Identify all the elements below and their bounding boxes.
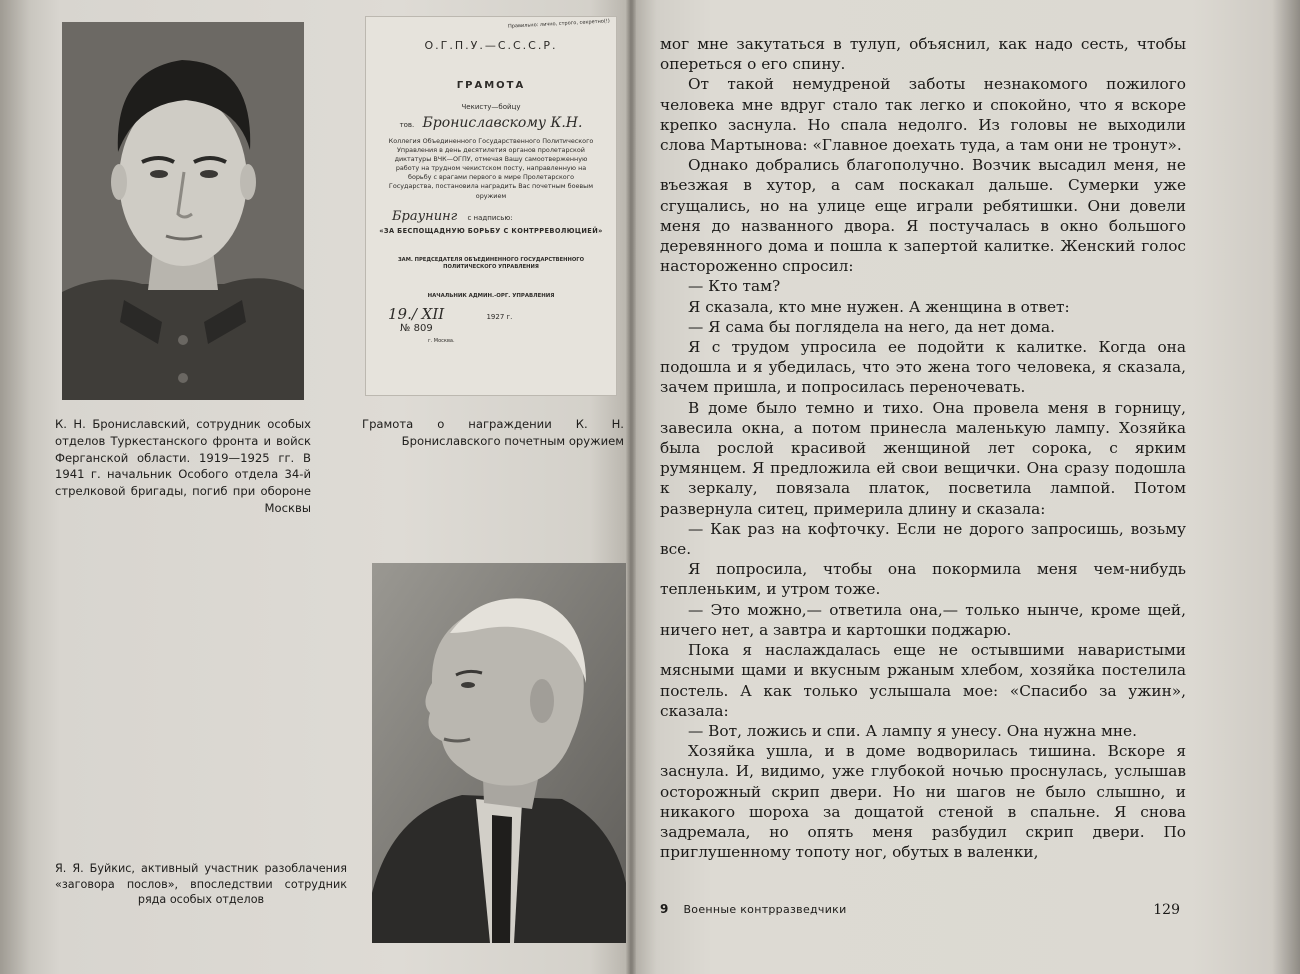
caption-certificate: Грамота о награждении К. Н. Брониславского почетным оружием — [362, 417, 624, 448]
certificate-title: ГРАМОТА — [456, 80, 526, 91]
paragraph: Я с трудом упросила ее подойти к калитке. Когда она подошла и я убедилась, что это жена того человека, я сказала, зачем пришла, и попросилась переночевать. — [660, 338, 1186, 397]
certificate-recipient-handwritten: Брониславскому К.Н. — [422, 115, 583, 131]
paragraph: Я сказала, кто мне нужен. А женщина в ответ: — [688, 297, 1070, 316]
paragraph: От такой немудреной заботы незнакомого пожилого человека мне вдруг стало так легко и спокойно, что я вскоре крепко заснула. Но спала недолго. Из головы не выходили слова Мартынова: «Главное доехать туда, а там они не тронут». — [660, 75, 1186, 155]
certificate-weapon-handwritten: Браунинг — [392, 208, 458, 224]
certificate-corner-note: Правильно: лично, строго, секретно(!) — [508, 18, 611, 30]
paragraph: — Это можно,— ответила она,— только нынче, кроме щей, ничего нет, а завтра и картошки поджарю. — [660, 600, 1186, 639]
certificate-tov-label: тов. — [399, 121, 415, 129]
paragraph: Я попросила, чтобы она покормила меня чем-нибудь тепленьким, и утром тоже. — [660, 560, 1186, 599]
certificate-chairman: ЗАМ. ПРЕДСЕДАТЕЛЯ ОБЪЕДИНЕННОГО ГОСУДАРСТВЕННОГО ПОЛИТИЧЕСКОГО УПРАВЛЕНИЯ — [398, 256, 584, 270]
certificate-year: 1927 г. — [486, 313, 513, 322]
portrait-bronislavsky-image — [62, 22, 304, 400]
certificate-number — [400, 323, 616, 334]
left-page — [0, 0, 632, 974]
body-text — [660, 34, 1186, 862]
certificate-date-handwritten: 19./ XII — [388, 305, 445, 324]
certificate-recipient — [366, 115, 616, 131]
paragraph: — Я сама бы поглядела на него, да нет дома. — [688, 317, 1056, 336]
page-number: 129 — [1153, 902, 1180, 918]
paragraph: — Вот, ложись и спи. А лампу я унесу. Она нужна мне. — [688, 721, 1137, 740]
paragraph: — Кто там? — [688, 277, 781, 296]
caption-bronislavsky: К. Н. Брониславский, сотрудник особых отделов Туркестанского фронта и войск Ферганской области. 1919—1925 гг. В 1941 г. начальник Особого отдела 34-й стрелковой бригады, погиб при обороне Москвы — [55, 417, 311, 515]
certificate-addressee: Чекисту—бойцу — [461, 103, 521, 111]
certificate-number-value: 809 — [413, 323, 433, 335]
portrait-buikis-image — [372, 563, 626, 943]
paragraph: В доме было темно и тихо. Она провела меня в горницу, завесила окна, а потом принесла маленькую лампу. Хозяйка была рослой красивой женщиной лет сорока, с ярким румянцем. Я предложила ей свои вещички. Она сразу подошла к зеркалу, повязала платок, посветила лампой. Потом развернула ситец, примерила длину и сказала: — [660, 398, 1186, 518]
portrait-buikis — [372, 563, 626, 943]
portrait-bronislavsky — [62, 22, 304, 400]
caption-buikis: Я. Я. Буйкис, активный участник разоблачения «заговора послов», впоследствии сотрудник ряда особых отделов — [55, 862, 347, 907]
book-title: Военные контрразведчики — [683, 903, 847, 916]
paragraph: Однако добрались благополучно. Возчик высадил меня, не въезжая в хутор, а сам поскакал дальше. Сумерки уже сгущались, но на улице еще играли ребятишки. Они довели меня до названного двора. Я постучалась в окно большого деревянного дома и пошла к запертой калитке. Женский голос настороженно спросил: — [660, 156, 1186, 276]
signature-mark: 9 — [660, 902, 669, 916]
certificate-body: Коллегия Объединенного Государственного Политического Управления в день десятилетия органов пролетарской диктатуры ВЧК—ОГПУ, отмечая Вашу самоотверженную работу на трудном чекистском посту, направленную на борьбу с врагами первого в мире Пролетарского Государства, постановила наградить Вас почетным боевым оружием — [388, 137, 594, 200]
page-footer — [660, 898, 1186, 917]
certificate-number-label: № — [400, 323, 411, 335]
certificate-city: г. Москва. — [428, 338, 455, 345]
certificate-date — [388, 305, 616, 323]
paragraph: — Как раз на кофточку. Если не дорого запросишь, возьму все. — [660, 519, 1186, 559]
paragraph: Хозяйка ушла, и в доме водворилась тишина. Вскоре я заснула. И, видимо, уже глубокой ночью проснулась, услышав осторожный скрип двери. Но ни шагов не было слышно, и никакого шороха за дощатой стеной в спальне. Я снова задремала, но опять меня разбудил скрип двери. По приглушенному топоту ног, обутых в валенки, — [660, 742, 1186, 862]
certificate-inscription-label: с надписью: — [467, 213, 513, 222]
award-certificate — [365, 16, 617, 396]
paragraph: Пока я наслаждалась еще не остывшими наваристыми мясными щами и вкусным ржаным хлебом, хозяйка постелила постель. А как только услышала мое: «Спасибо за ужин», сказала: — [660, 641, 1186, 720]
certificate-inscription — [392, 209, 616, 224]
certificate-header: О.Г.П.У.—С.С.С.Р. — [424, 39, 558, 52]
certificate-motto: «ЗА БЕСПОЩАДНУЮ БОРЬБУ С КОНТРРЕВОЛЮЦИЕЙ» — [379, 226, 603, 235]
paragraph: мог мне закутаться в тулуп, объяснил, как надо сесть, чтобы опереться о его спину. — [660, 35, 1186, 74]
book-gutter — [626, 0, 636, 974]
certificate-department: НАЧАЛЬНИК АДМИН.-ОРГ. УПРАВЛЕНИЯ — [427, 293, 555, 300]
